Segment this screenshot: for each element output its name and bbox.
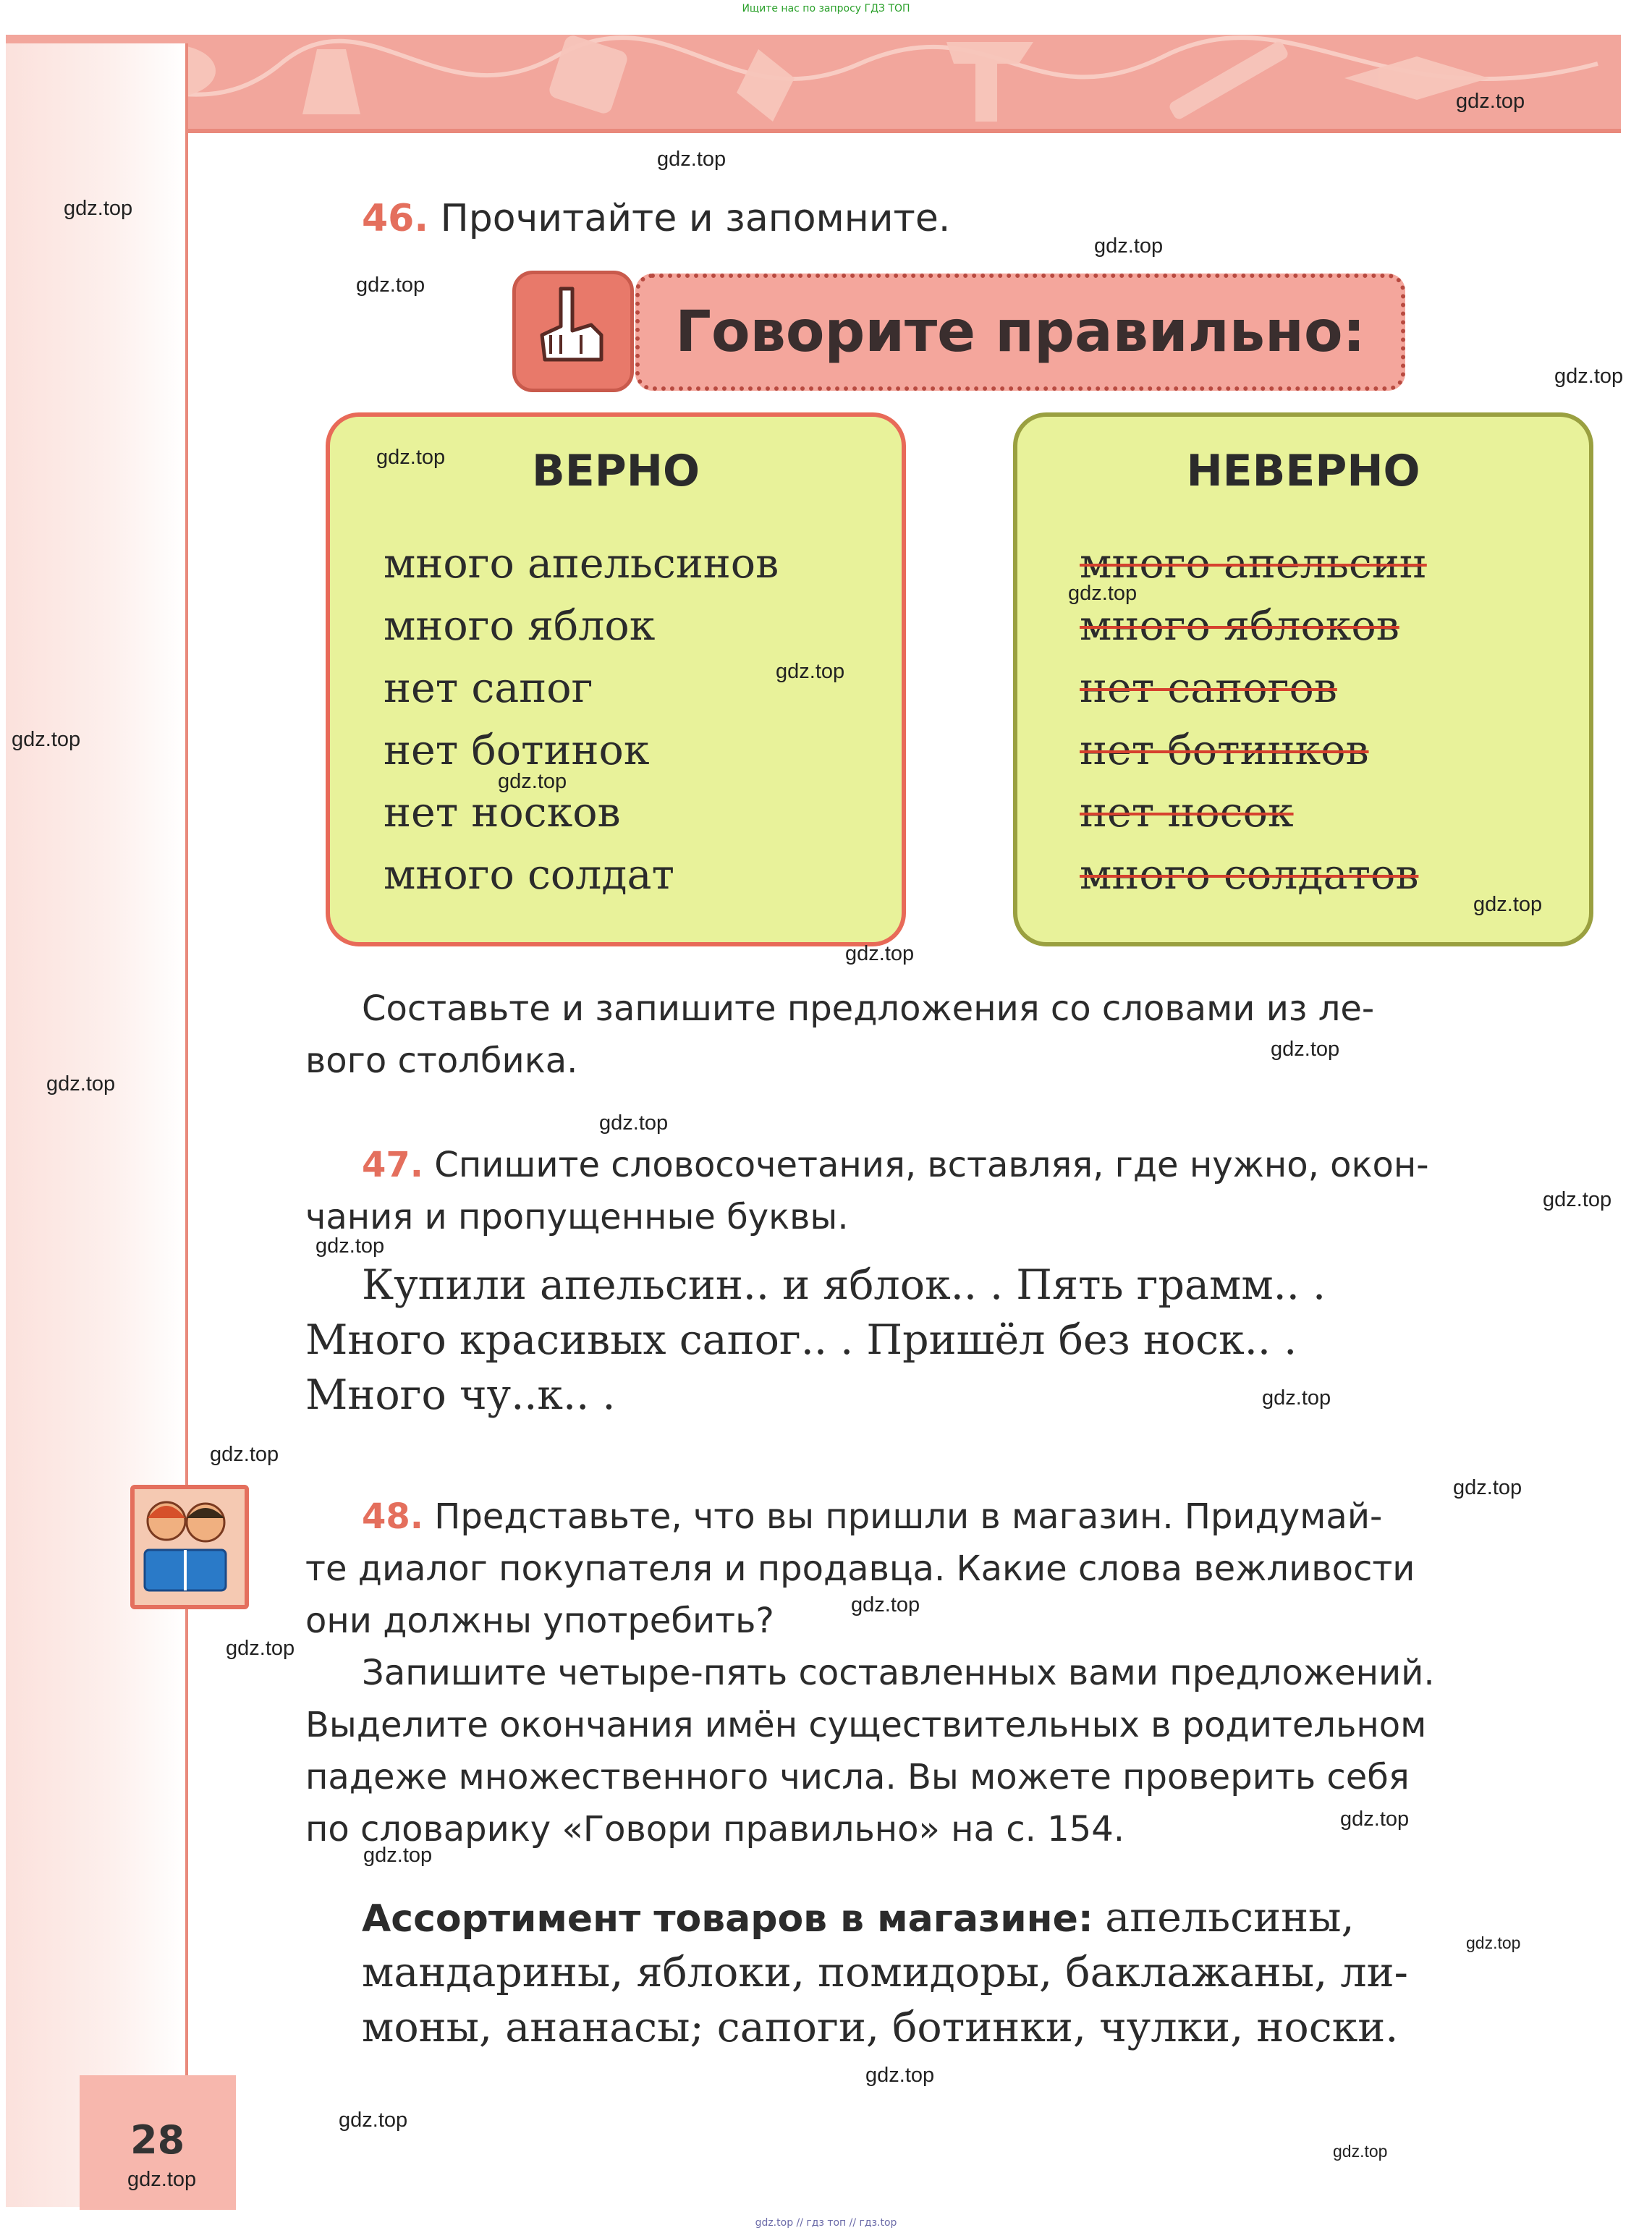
watermark: gdz.top bbox=[845, 942, 915, 965]
ex48-line: они должны употребить? bbox=[305, 1601, 774, 1641]
assortment-line: мандарины, яблоки, помидоры, баклажаны, ли- bbox=[362, 1949, 1408, 1996]
assortment-label: Ассортимент товаров в магазине: bbox=[362, 1897, 1093, 1941]
ex46-instruction: Прочитайте и запомните. bbox=[440, 197, 951, 240]
ex48-line: Выделите окончания имён существительных в родительном bbox=[305, 1705, 1427, 1745]
page-number: 28 bbox=[130, 2117, 185, 2163]
assortment-line: моны, ананасы; сапоги, ботинки, чулки, носки. bbox=[362, 2004, 1399, 2051]
school-items-pattern bbox=[6, 35, 1621, 129]
watermark: gdz.top bbox=[315, 1234, 385, 1258]
incorrect-item: нет носок bbox=[1080, 789, 1294, 836]
ex46-task-line: Составьте и запишите предложения со словами из ле- bbox=[362, 988, 1375, 1029]
watermark: gdz.top bbox=[1068, 582, 1138, 605]
watermark: gdz.top bbox=[1543, 1188, 1612, 1211]
assortment-item: апельсины, bbox=[1105, 1894, 1355, 1941]
decorative-banner bbox=[6, 35, 1621, 133]
watermark: gdz.top bbox=[127, 2168, 197, 2191]
watermark: gdz.top bbox=[1466, 1933, 1521, 1952]
watermark: gdz.top bbox=[1271, 1038, 1340, 1061]
watermark: gdz.top bbox=[339, 2109, 408, 2132]
header-note: Ищите нас по запросу ГДЗ ТОП bbox=[742, 3, 910, 14]
watermark: gdz.top bbox=[46, 1072, 116, 1096]
ex47-number: 47. bbox=[362, 1145, 424, 1185]
watermark: gdz.top bbox=[376, 446, 446, 469]
incorrect-item: нет сапогов bbox=[1080, 664, 1337, 712]
incorrect-item: много солдатов bbox=[1080, 851, 1419, 899]
ex48-line: Запишите четыре-пять составленных вами предложений. bbox=[362, 1653, 1435, 1693]
footer-note: gdz.top // гдз топ // гдз.top bbox=[755, 2217, 897, 2229]
incorrect-column bbox=[1013, 412, 1593, 946]
correct-item: много яблок bbox=[384, 602, 656, 650]
watermark: gdz.top bbox=[226, 1637, 295, 1660]
assortment-line bbox=[362, 1890, 1355, 1945]
incorrect-item: много яблоков bbox=[1080, 602, 1399, 650]
correct-title: ВЕРНО bbox=[532, 446, 700, 496]
rule-header bbox=[512, 271, 1402, 394]
ex47-phrase: Купили апельсин.. и яблок.. . Пять грамм.. . bbox=[362, 1261, 1326, 1309]
correct-item: нет сапог bbox=[384, 664, 593, 712]
watermark: gdz.top bbox=[210, 1443, 279, 1466]
ex47-heading bbox=[362, 1139, 1429, 1191]
watermark: gdz.top bbox=[356, 274, 425, 297]
rule-title-box bbox=[635, 274, 1405, 391]
watermark: gdz.top bbox=[1473, 893, 1543, 916]
watermark: gdz.top bbox=[64, 197, 133, 220]
ex48-line: по словарику «Говори правильно» на с. 154. bbox=[305, 1809, 1124, 1849]
left-margin-strip bbox=[6, 43, 188, 2207]
pointing-hand-icon bbox=[512, 271, 634, 392]
correct-item: много апельсинов bbox=[384, 540, 779, 588]
correct-item: нет носков bbox=[384, 789, 621, 836]
rule-title: Говорите правильно: bbox=[675, 300, 1365, 365]
reading-children-icon bbox=[130, 1485, 249, 1609]
watermark: gdz.top bbox=[1453, 1476, 1522, 1499]
correct-item: нет ботинок bbox=[384, 726, 650, 774]
watermark: gdz.top bbox=[657, 148, 727, 171]
ex47-phrase: Много красивых сапог.. . Пришёл без носк.. . bbox=[305, 1316, 1297, 1364]
incorrect-item: много апельсин bbox=[1080, 540, 1427, 588]
watermark: gdz.top bbox=[1340, 1808, 1410, 1831]
ex46-number: 46. bbox=[362, 197, 429, 240]
watermark: gdz.top bbox=[599, 1111, 669, 1135]
ex47-line: Спишите словосочетания, вставляя, где нужно, окон- bbox=[434, 1145, 1429, 1185]
watermark: gdz.top bbox=[776, 660, 845, 683]
watermark: gdz.top bbox=[1094, 234, 1164, 258]
ex48-heading bbox=[362, 1491, 1382, 1543]
watermark: gdz.top bbox=[363, 1844, 433, 1867]
watermark: gdz.top bbox=[498, 770, 567, 793]
ex46-task-line: вого столбика. bbox=[305, 1041, 578, 1081]
watermark: gdz.top bbox=[12, 728, 81, 751]
watermark: gdz.top bbox=[851, 1593, 920, 1617]
watermark: gdz.top bbox=[1456, 90, 1525, 113]
correct-item: много солдат bbox=[384, 851, 675, 899]
watermark: gdz.top bbox=[1262, 1386, 1331, 1410]
watermark: gdz.top bbox=[1554, 365, 1624, 388]
ex47-line: чания и пропущенные буквы. bbox=[305, 1197, 849, 1237]
ex48-line: Представьте, что вы пришли в магазин. Придумай- bbox=[434, 1496, 1383, 1537]
ex46-heading bbox=[362, 192, 950, 245]
watermark: gdz.top bbox=[1333, 2142, 1388, 2161]
ex48-number: 48. bbox=[362, 1496, 424, 1537]
ex48-line: те диалог покупателя и продавца. Какие слова вежливости bbox=[305, 1548, 1415, 1589]
ex48-line: падеже множественного числа. Вы можете проверить себя bbox=[305, 1757, 1410, 1797]
watermark: gdz.top bbox=[865, 2064, 935, 2087]
incorrect-title: НЕВЕРНО bbox=[1186, 446, 1420, 496]
incorrect-item: нет ботинков bbox=[1080, 726, 1369, 774]
ex47-phrase: Много чу..к.. . bbox=[305, 1371, 616, 1419]
